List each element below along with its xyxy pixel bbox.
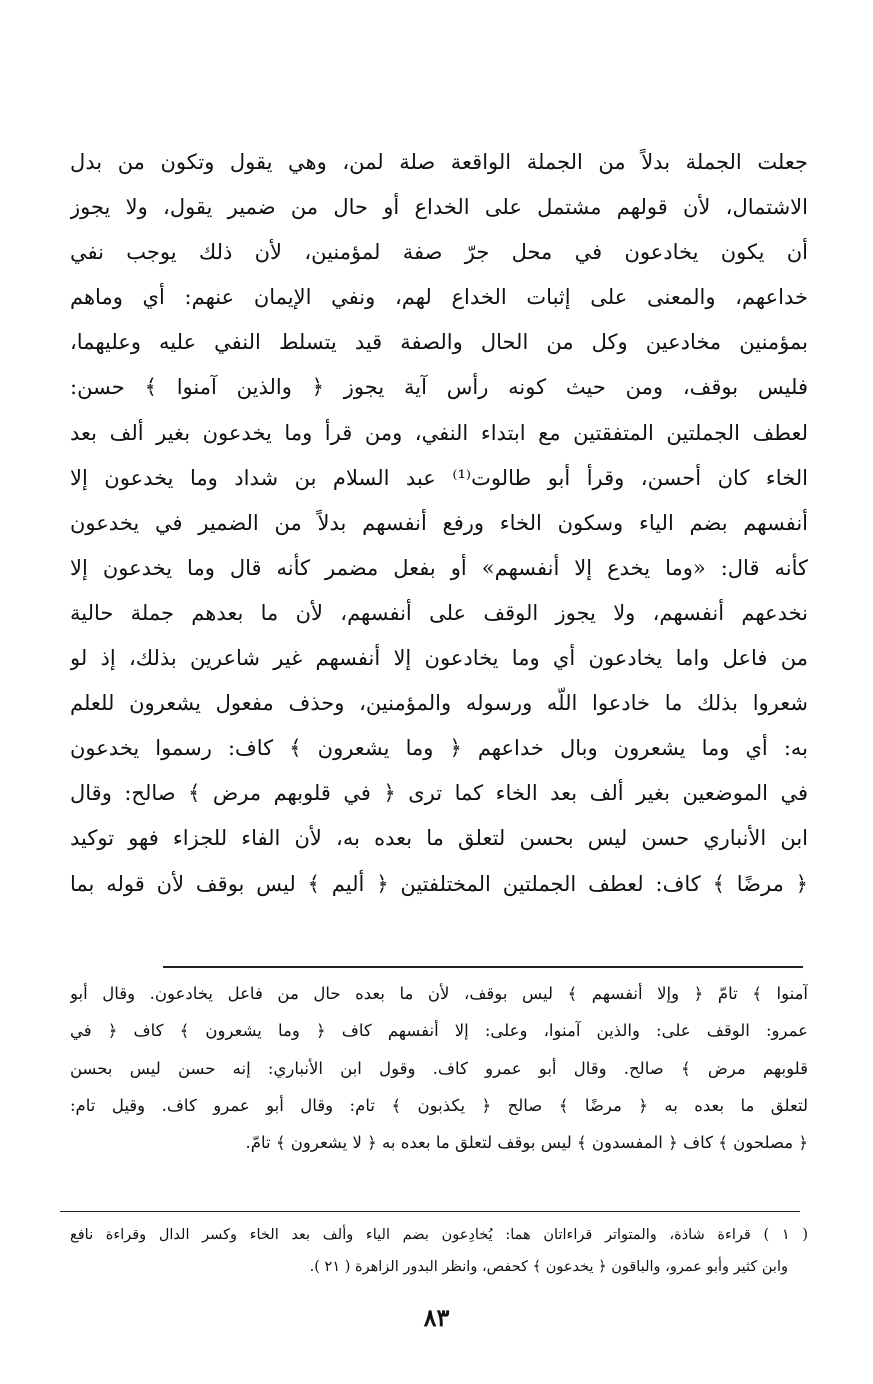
main-text-line: من فاعل واما يخادعون أي وما يخادعون إلا أنفسهم غير شاعرين بذلك، إذ لو [70,646,808,671]
main-text-line: ﴿ مرضًا ﴾ كاف: لعطف الجملتين المختلفتين ﴿ أليم ﴾ ليس بوقف لأن قوله بما [70,871,808,896]
commentary-divider [163,966,803,968]
main-text-line: به: أي وما يشعرون وبال خداعهم ﴿ وما يشعرون ﴾ كاف: رسموا يخدعون [70,736,808,761]
main-text-line: فليس بوقف، ومن حيث كونه رأس آية يجوز ﴿ والذين آمنوا ﴾ حسن: [70,375,808,400]
main-text-line: في الموضعين بغير ألف بعد الخاء كما ترى ﴿ في قلوبهم مرض ﴾ صالح: وقال [70,781,808,806]
main-text-line: الاشتمال، لأن قولهم مشتمل على الخداع أو حال من ضمير يقول، ولا يجوز [70,195,808,220]
main-text-line: ابن الأنباري حسن ليس بحسن لتعلق ما بعده به، لأن الفاء للجزاء فهو توكيد [70,826,808,851]
commentary-block [70,975,808,1161]
commentary-line: ﴿ مصلحون ﴾ كاف ﴿ المفسدون ﴾ ليس بوقف لتعلق ما بعده به ﴿ لا يشعرون ﴾ تامّ. [245,1133,808,1153]
main-text-line: لعطف الجملتين المتفقتين مع ابتداء النفي، ومن قرأ وما يخدعون بغير ألف بعد [70,420,808,445]
main-text-line: بمؤمنين مخادعين وكل من الحال والصفة قيد يتسلط النفي عليه وعليهما، [70,330,808,355]
main-text-line: جعلت الجملة بدلاً من الجملة الواقعة صلة لمن، وهي يقول وتكون من بدل [70,150,808,174]
commentary-line: قلوبهم مرض ﴾ صالح. وقال أبو عمرو كاف. وقول ابن الأنباري: إنه حسن ليس بحسن [70,1058,808,1078]
main-text-block [70,140,808,907]
footnote-divider [60,1211,800,1212]
footnote-block [70,1219,808,1283]
main-text-line: أنفسهم بضم الياء وسكون الخاء ورفع أنفسهم بدلاً من الضمير في يخدعون [70,510,808,535]
main-text-line: الخاء كان أحسن، وقرأ أبو طالوت⁽¹⁾ عبد السلام بن شداد وما يخدعون إلا [70,465,808,490]
main-text-line: خداعهم، والمعنى على إثبات الخداع لهم، ونفي الإيمان عنهم: أي وماهم [70,285,808,310]
main-text-line: نخدعهم أنفسهم، ولا يجوز الوقف على أنفسهم، لأن ما بعدهم جملة حالية [70,600,808,625]
commentary-line: عمرو: الوقف على: والذين آمنوا، وعلى: إلا أنفسهم كاف ﴿ وما يشعرون ﴾ كاف ﴿ في [70,1021,808,1041]
footnote-line: وابن كثير وأبو عمرو، والباقون ﴿ يخدعون ﴾ كحفص، وانظر البدور الزاهرة ( ٢١ ). [309,1259,788,1275]
footnote-line: ( ١ ) قراءة شاذة، والمتواتر قراءاتان هما: يُخادِعون بضم الياء وألف بعد الخاء وكسر الدال وقراءة نافع [70,1227,808,1243]
commentary-line: آمنوا ﴾ تامّ ﴿ وإلا أنفسهم ﴾ ليس بوقف، لأن ما بعده حال من فاعل يخادعون. وقال أبو [70,984,808,1003]
page-number: ٨٣ [423,1303,450,1332]
main-text-line: شعروا بذلك ما خادعوا اللّه ورسوله والمؤمنين، وحذف مفعول يشعرون للعلم [70,691,808,716]
main-text-line: كأنه قال: «وما يخدع إلا أنفسهم» أو بفعل مضمر كأنه قال وما يخدعون إلا [70,555,808,580]
commentary-line: لتعلق ما بعده به ﴿ مرضًا ﴾ صالح ﴿ يكذبون ﴾ تام: وقال أبو عمرو كاف. وقيل تام: [70,1095,808,1115]
main-text-line: أن يكون يخادعون في محل جرّ صفة لمؤمنين، لأن ذلك يوجب نفي [70,240,808,265]
